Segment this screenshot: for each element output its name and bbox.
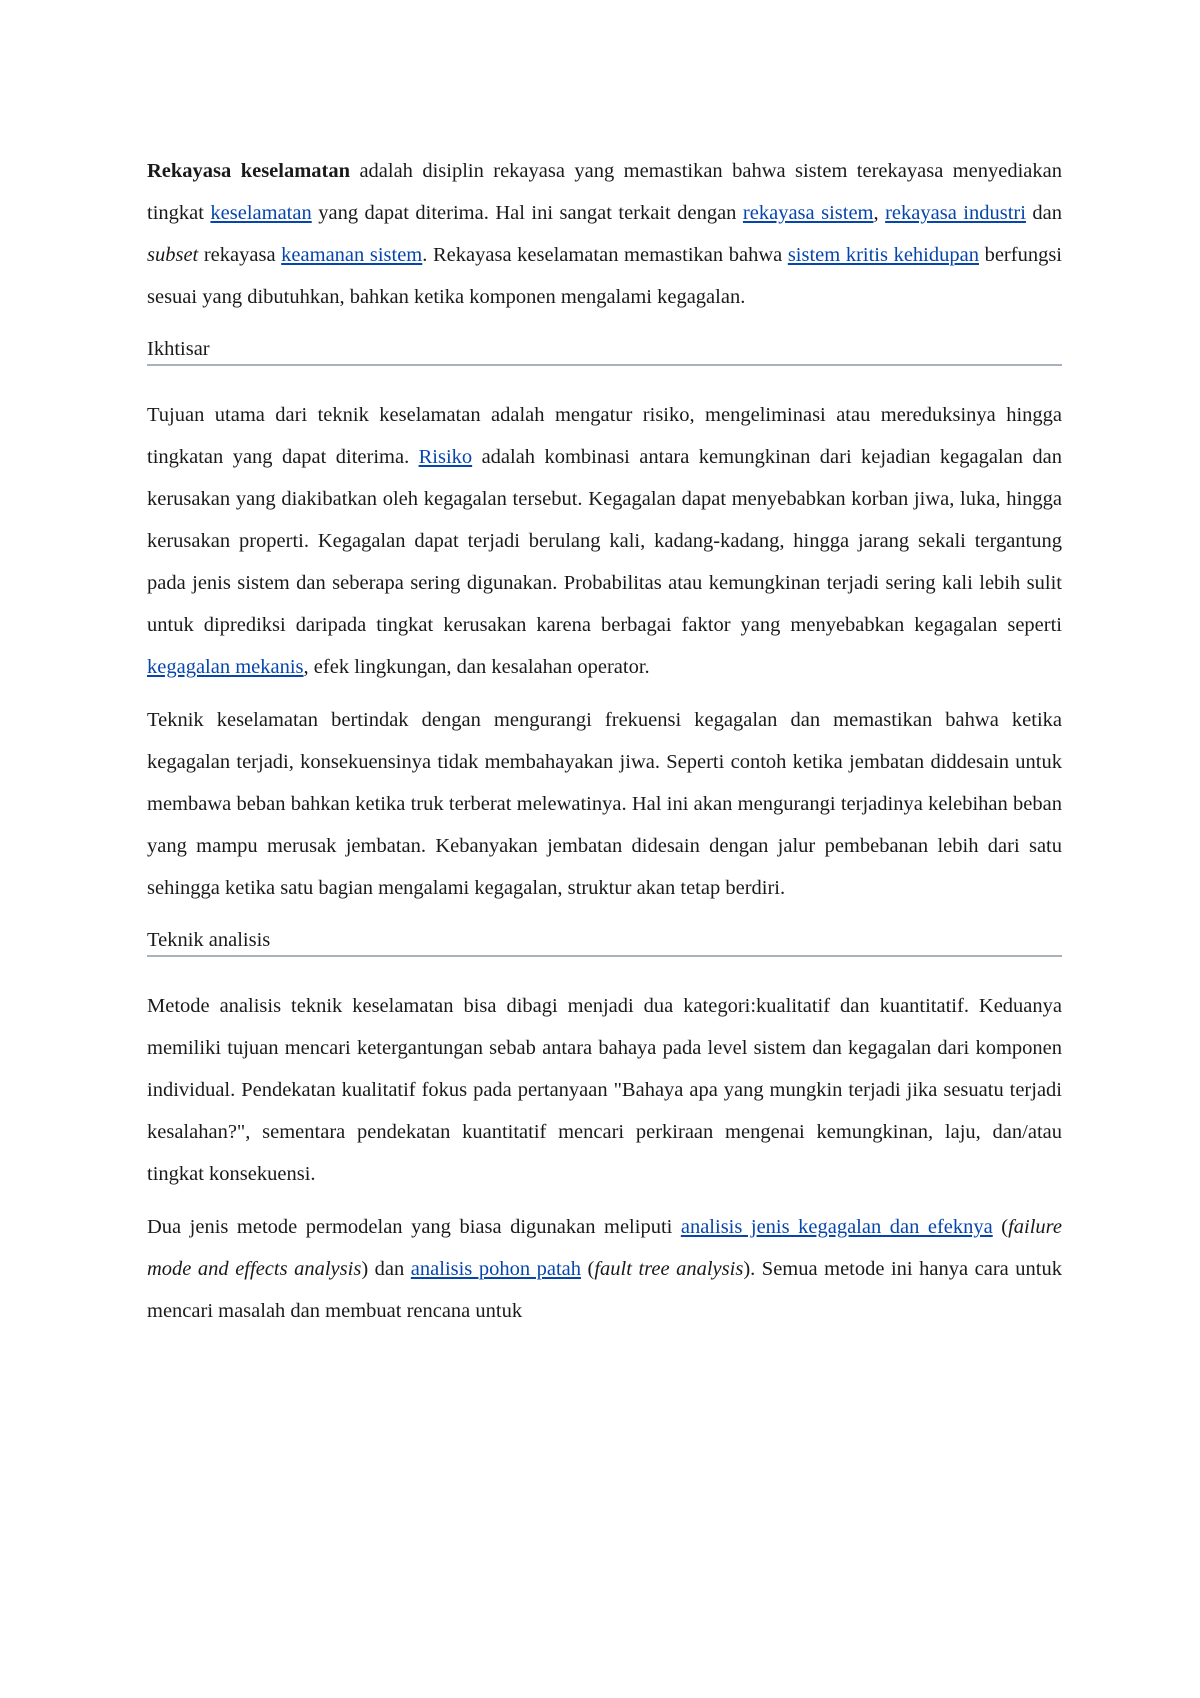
fmea-term: failure mode and effects analysis <box>147 1216 1062 1280</box>
link-sistem-kritis-kehidupan[interactable]: sistem kritis kehidupan <box>787 244 979 266</box>
ikhtisar-paragraph-1: Tujuan utama dari teknik keselamatan adalah mengatur risiko, mengeliminasi atau mereduksinya hingga tingkatan yang dapat diterima. Risiko adalah kombinasi antara kemungkinan dari kejadian kegagalan dan kerusakan yang diakibatkan oleh kegagalan tersebut. Kegagalan dapat menyebabkan korban jiwa, luka, hingga kerusakan properti. Kegagalan dapat terjadi berulang kali, kadang-kadang, hingga jarang sekali tergantung pada jenis sistem dan seberapa sering digunakan. Probabilitas atau kemungkinan terjadi sering kali lebih sulit untuk diprediksi daripada tingkat kerusakan karena berbagai faktor yang menyebabkan kegagalan seperti kegagalan mekanis, efek lingkungan, dan kesalahan operator. <box>147 404 1062 678</box>
link-keamanan-sistem[interactable]: keamanan sistem <box>281 244 423 266</box>
intro-term: Rekayasa keselamatan <box>147 160 351 182</box>
ikhtisar-paragraph-2: Teknik keselamatan bertindak dengan mengurangi frekuensi kegagalan dan memastikan bahwa ketika kegagalan terjadi, konsekuensinya tidak membahayakan jiwa. Seperti contoh ketika jembatan diddesain untuk membawa beban bahkan ketika truk terberat melewatinya. Hal ini akan mengurangi terjadinya kelebihan beban yang mampu merusak jembatan. Kebanyakan jembatan didesain dengan jalur pembebanan lebih dari satu sehingga ketika satu bagian mengalami kegagalan, struktur akan tetap berdiri. <box>147 709 1062 899</box>
analisis-paragraph-1: Metode analisis teknik keselamatan bisa dibagi menjadi dua kategori:kualitatif dan kuantitatif. Keduanya memiliki tujuan mencari ketergantungan sebab antara bahaya pada level sistem dan kegagalan dari komponen individual. Pendekatan kualitatif fokus pada pertanyaan "Bahaya apa yang mungkin terjadi jika sesuatu terjadi kesalahan?", sementara pendekatan kuantitatif mencari perkiraan mengenai kemungkinan, laju, dan/atau tingkat konsekuensi. <box>147 995 1062 1185</box>
document-page <box>147 150 1062 1343</box>
heading-teknik-analisis: Teknik analisis <box>147 927 1062 957</box>
link-keselamatan[interactable]: keselamatan <box>210 202 312 224</box>
fta-term: fault tree analysis <box>594 1258 744 1280</box>
link-analisis-jenis-kegagalan[interactable]: analisis jenis kegagalan dan efeknya <box>680 1216 993 1238</box>
heading-ikhtisar: Ikhtisar <box>147 336 1062 366</box>
link-risiko[interactable]: Risiko <box>418 446 473 468</box>
link-analisis-pohon-patah[interactable]: analisis pohon patah <box>410 1258 581 1280</box>
link-rekayasa-industri[interactable]: rekayasa industri <box>885 202 1026 224</box>
link-rekayasa-sistem[interactable]: rekayasa sistem <box>742 202 874 224</box>
intro-paragraph: Rekayasa keselamatan adalah disiplin rekayasa yang memastikan bahwa sistem terekayasa menyediakan tingkat keselamatan yang dapat diterima. Hal ini sangat terkait dengan rekayasa sistem, rekayasa industri dan subset rekayasa keamanan sistem. Rekayasa keselamatan memastikan bahwa sistem kritis kehidupan berfungsi sesuai yang dibutuhkan, bahkan ketika komponen mengalami kegagalan. <box>147 160 1063 308</box>
link-kegagalan-mekanis[interactable]: kegagalan mekanis <box>147 656 304 678</box>
analisis-paragraph-2: Dua jenis metode permodelan yang biasa digunakan meliputi analisis jenis kegagalan dan efeknya (failure mode and effects analysis) dan analisis pohon patah (fault tree analysis). Semua metode ini hanya cara untuk mencari masalah dan membuat rencana untuk <box>147 1216 1062 1322</box>
subset-term: subset <box>147 244 199 266</box>
